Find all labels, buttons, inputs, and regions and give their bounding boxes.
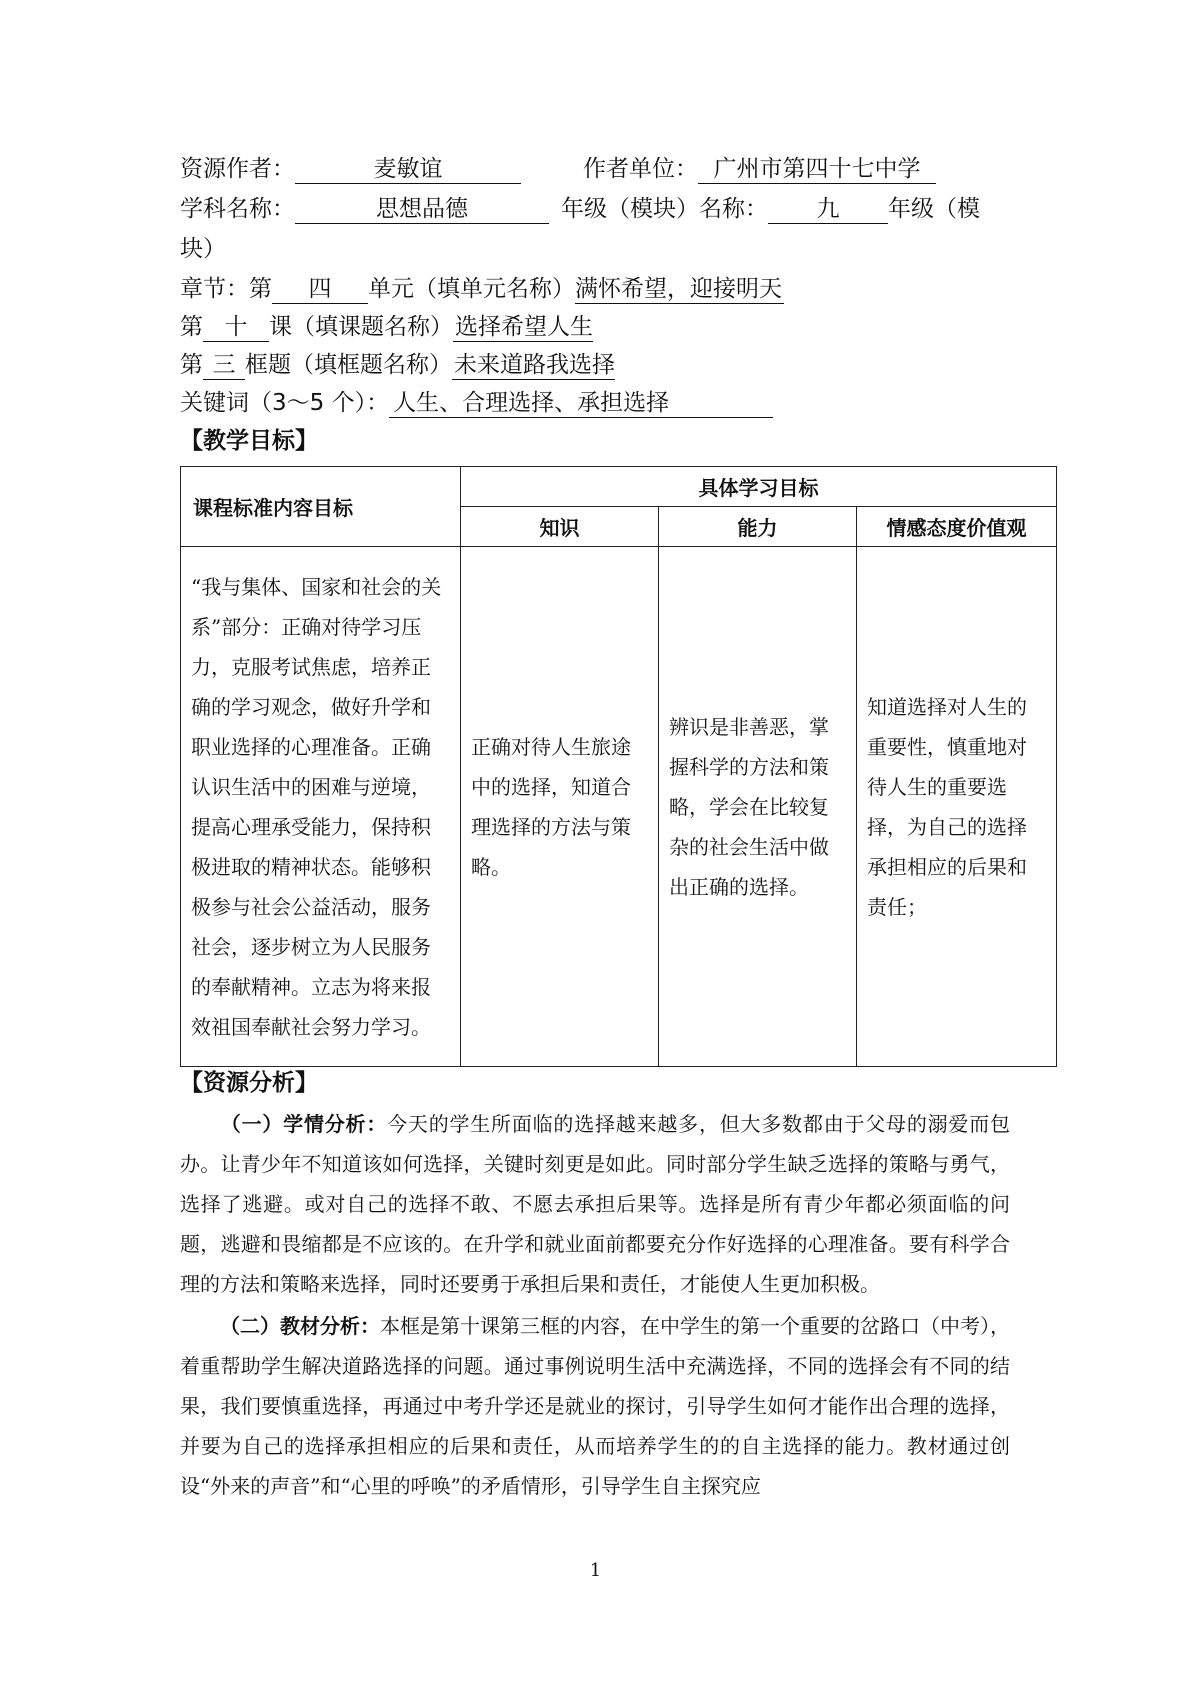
grade-label: 年级（模块）名称：: [561, 196, 768, 222]
analysis-p1-text: 今天的学生所面临的选择越来越多，但大多数都由于父母的溺爱而包办。让青少年不知道该如何选择，关键时刻更是如此。同时部分学生缺乏选择的策略与勇气，选择了逃避。或对自己的选择不敢、不愿去承担后果等。选择是所有青少年都必须面临的问题，逃避和畏缩都是不应该的。在升学和就业面前都要充分作好选择的心理准备。要有科学合理的方法和策略来选择，同时还要勇于承担后果和责任，才能使人生更加积极。: [180, 1112, 1011, 1296]
frame-prefix: 第: [180, 352, 203, 378]
author-value: 麦敏谊: [295, 155, 521, 184]
unit-label: 作者单位：: [583, 156, 698, 182]
frame-name: 未来道路我选择: [454, 352, 615, 378]
standard-cell: “我与集体、国家和社会的关系”部分：正确对待学习压力，克服考试焦虑，培养正确的学习观念，做好升学和职业选择的心理准备。正确认识生活中的困难与逆境，提高心理承受能力，保持积极进取的精神状态。能够积极参与社会公益活动，服务社会，逐步树立为人民服务的奉献精神。立志为将来报效祖国奉献社会努力学习。: [181, 547, 461, 1067]
analysis-title: 【资源分析】: [180, 1070, 318, 1096]
lesson-line: [180, 310, 593, 344]
col-emotion-header: 情感态度价值观: [857, 507, 1057, 547]
analysis-p2-label: （二）教材分析：: [220, 1314, 380, 1338]
frame-mid: 框题（填框题名称）: [245, 352, 452, 378]
col-ability-header: 能力: [659, 507, 857, 547]
lesson-mid: 课（填课题名称）: [269, 314, 453, 340]
chapter-line: [180, 272, 784, 306]
knowledge-cell: 正确对待人生旅途中的选择，知道合理选择的方法与策略。: [461, 547, 659, 1067]
grade-value: 九: [768, 195, 888, 224]
analysis-paragraph-1: [180, 1104, 1010, 1304]
emotion-cell: 知道选择对人生的重要性，慎重地对待人生的重要选择，为自己的选择承担相应的后果和责任；: [857, 547, 1057, 1067]
author-line: [180, 152, 936, 186]
subject-label: 学科名称：: [180, 196, 295, 222]
chapter-prefix: 章节：第: [180, 276, 272, 302]
col-specific-header: 具体学习目标: [461, 467, 1057, 507]
subject-line: [180, 192, 980, 226]
grade-suffix-2: 块）: [180, 236, 226, 262]
analysis-paragraph-2: [180, 1306, 1010, 1506]
analysis-p1-label: （一）学情分析：: [220, 1112, 388, 1136]
grade-suffix-line: [180, 232, 226, 266]
chapter-number: 四: [272, 275, 368, 304]
goals-header-row: [181, 467, 1057, 507]
keywords-label: 关键词（3～5 个）：: [180, 390, 390, 416]
chapter-mid: 单元（填单元名称）: [368, 276, 575, 302]
col-knowledge-header: 知识: [461, 507, 659, 547]
keywords-line: [180, 386, 773, 420]
col-standard-header: 课程标准内容目标: [181, 467, 461, 547]
goals-title: 【教学目标】: [180, 428, 318, 454]
keywords-value: 人生、合理选择、承担选择: [389, 389, 773, 418]
subject-value: 思想品德: [295, 195, 549, 224]
lesson-number: 十: [203, 313, 269, 342]
frame-number: 三: [203, 351, 245, 380]
author-label: 资源作者：: [180, 156, 295, 182]
ability-cell: 辨识是非善恶，掌握科学的方法和策略，学会在比较复杂的社会生活中做出正确的选择。: [659, 547, 857, 1067]
analysis-p2-text: 本框是第十课第三框的内容，在中学生的第一个重要的岔路口（中考），着重帮助学生解决道路选择的问题。通过事例说明生活中充满选择，不同的选择会有不同的结果，我们要慎重选择，再通过中考升学还是就业的探讨，引导学生如何才能作出合理的选择，并要为自己的选择承担相应的后果和责任，从而培养学生的的自主选择的能力。教材通过创设“外来的声音”和“心里的呼唤”的矛盾情形，引导学生自主探究应: [180, 1314, 1010, 1498]
goals-body-row: [181, 547, 1057, 1067]
page-number: 1: [589, 1560, 602, 1581]
unit-value: 广州市第四十七中学: [698, 155, 936, 184]
grade-suffix: 年级（模: [888, 196, 980, 222]
lesson-name: 选择希望人生: [455, 314, 593, 340]
goals-table: [180, 466, 1057, 1067]
frame-line: [180, 348, 615, 382]
lesson-prefix: 第: [180, 314, 203, 340]
chapter-name: 满怀希望，迎接明天: [575, 276, 782, 302]
